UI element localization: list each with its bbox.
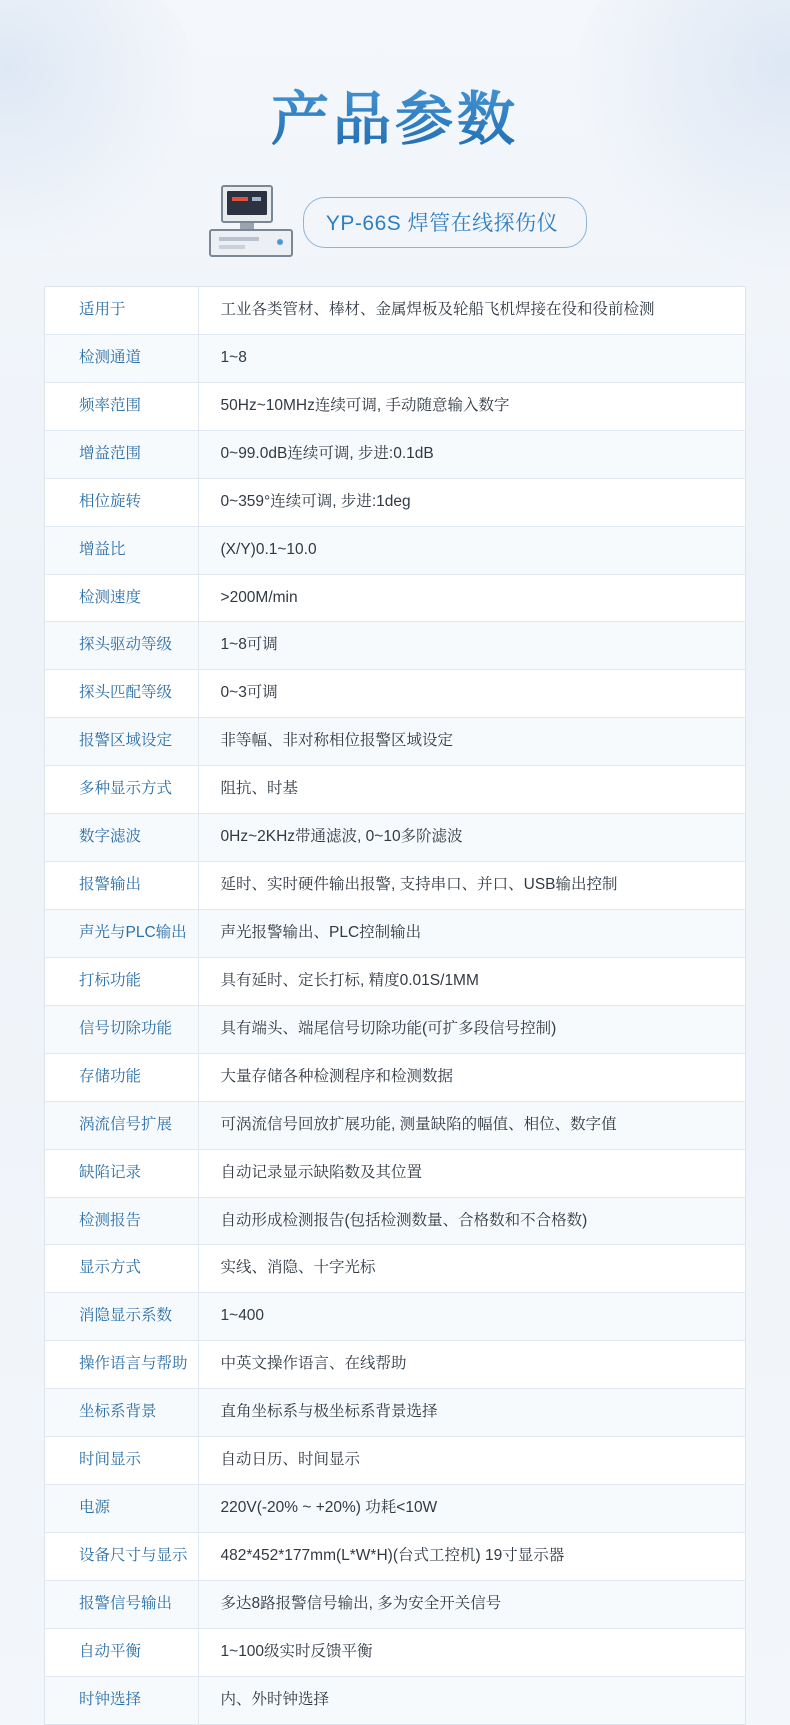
table-row [45, 1580, 746, 1628]
spec-key: 时钟选择 [45, 1676, 199, 1724]
spec-key: 增益比 [45, 526, 199, 574]
spec-key: 时间显示 [45, 1437, 199, 1485]
spec-key: 操作语言与帮助 [45, 1341, 199, 1389]
spec-value: 实线、消隐、十字光标 [220, 1259, 376, 1277]
title-section [0, 0, 790, 156]
spec-key: 探头驱动等级 [45, 622, 199, 670]
model-section [0, 182, 790, 262]
table-row [45, 862, 746, 910]
spec-value: 220V(-20% ~ +20%) 功耗<10W [220, 1499, 438, 1517]
spec-value: (X/Y)0.1~10.0 [220, 540, 317, 558]
table-row [45, 574, 746, 622]
chassis-slot-2 [219, 245, 245, 249]
table-row [45, 334, 746, 382]
spec-value: 可涡流信号回放扩展功能, 测量缺陷的幅值、相位、数字值 [220, 1115, 617, 1133]
spec-value: 中英文操作语言、在线帮助 [220, 1355, 407, 1373]
table-row [45, 1437, 746, 1485]
table-row [45, 909, 746, 957]
spec-value: 内、外时钟选择 [220, 1690, 330, 1708]
monitor-icon [221, 185, 273, 223]
spec-key: 消隐显示系数 [45, 1293, 199, 1341]
spec-key: 适用于 [45, 287, 199, 335]
model-name-badge: YP-66S 焊管在线探伤仪 [303, 197, 587, 248]
monitor-screen [227, 191, 267, 215]
spec-key: 数字滤波 [45, 814, 199, 862]
spec-key: 检测通道 [45, 334, 199, 382]
spec-key: 打标功能 [45, 957, 199, 1005]
spec-value: 具有端头、端尾信号切除功能(可扩多段信号控制) [220, 1019, 557, 1037]
spec-table-body [45, 287, 746, 1725]
table-row [45, 670, 746, 718]
spec-value: 多达8路报警信号输出, 多为安全开关信号 [220, 1594, 502, 1612]
table-row [45, 1293, 746, 1341]
spec-value: 非等幅、非对称相位报警区域设定 [220, 732, 454, 750]
spec-key: 报警信号输出 [45, 1580, 199, 1628]
spec-value: 自动形成检测报告(包括检测数量、合格数和不合格数) [220, 1211, 588, 1229]
table-row [45, 1341, 746, 1389]
table-row [45, 1101, 746, 1149]
table-row [45, 814, 746, 862]
table-row [45, 1485, 746, 1533]
spec-value: 具有延时、定长打标, 精度0.01S/1MM [220, 971, 479, 989]
spec-value: 自动日历、时间显示 [220, 1451, 361, 1469]
spec-value: 直角坐标系与极坐标系背景选择 [220, 1403, 438, 1421]
table-row [45, 1532, 746, 1580]
chassis-icon [209, 229, 293, 257]
spec-key: 坐标系背景 [45, 1389, 199, 1437]
spec-key: 信号切除功能 [45, 1005, 199, 1053]
spec-value: 延时、实时硬件输出报警, 支持串口、并口、USB输出控制 [220, 876, 618, 894]
screen-waveform-red [232, 197, 248, 201]
spec-value: 1~8可调 [220, 636, 278, 654]
spec-value: 0Hz~2KHz带通滤波, 0~10多阶滤波 [220, 828, 463, 846]
spec-key: 自动平衡 [45, 1628, 199, 1676]
spec-value: 0~3可调 [220, 684, 278, 702]
spec-key: 缺陷记录 [45, 1149, 199, 1197]
screen-waveform-blue [252, 197, 261, 201]
spec-key: 显示方式 [45, 1245, 199, 1293]
table-row [45, 478, 746, 526]
spec-value: >200M/min [220, 588, 298, 606]
industrial-computer-icon [203, 185, 299, 259]
spec-key: 探头匹配等级 [45, 670, 199, 718]
chassis-slot-1 [219, 237, 259, 241]
table-row [45, 1628, 746, 1676]
table-row [45, 526, 746, 574]
spec-value: 1~400 [220, 1307, 265, 1325]
spec-key: 存储功能 [45, 1053, 199, 1101]
table-row [45, 382, 746, 430]
spec-value: 工业各类管材、棒材、金属焊板及轮船飞机焊接在役和役前检测 [220, 301, 655, 318]
table-row [45, 1676, 746, 1724]
spec-key: 设备尺寸与显示 [45, 1532, 199, 1580]
table-row [45, 1389, 746, 1437]
spec-value: 声光报警输出、PLC控制输出 [220, 923, 422, 941]
table-row [45, 957, 746, 1005]
page-title: 产品参数 [271, 72, 519, 156]
spec-key: 多种显示方式 [45, 766, 199, 814]
chassis-led [277, 239, 283, 245]
spec-key: 声光与PLC输出 [45, 909, 199, 957]
spec-key: 增益范围 [45, 430, 199, 478]
spec-key: 检测报告 [45, 1197, 199, 1245]
spec-value: 1~100级实时反馈平衡 [220, 1642, 373, 1660]
table-row [45, 287, 746, 335]
spec-value: 阻抗、时基 [220, 780, 299, 798]
table-row [45, 1245, 746, 1293]
spec-value: 1~8 [220, 348, 247, 366]
table-row [45, 1197, 746, 1245]
spec-value: 0~359°连续可调, 步进:1deg [220, 492, 411, 510]
spec-key: 报警输出 [45, 862, 199, 910]
table-row [45, 430, 746, 478]
spec-value: 大量存储各种检测程序和检测数据 [220, 1067, 454, 1085]
spec-key: 频率范围 [45, 382, 199, 430]
spec-key: 电源 [45, 1485, 199, 1533]
table-row [45, 1149, 746, 1197]
spec-value: 482*452*177mm(L*W*H)(台式工控机) 19寸显示器 [220, 1546, 565, 1564]
spec-value: 自动记录显示缺陷数及其位置 [220, 1163, 423, 1181]
spec-key: 报警区域设定 [45, 718, 199, 766]
table-row [45, 766, 746, 814]
spec-key: 检测速度 [45, 574, 199, 622]
table-row [45, 1053, 746, 1101]
spec-key: 涡流信号扩展 [45, 1101, 199, 1149]
spec-key: 相位旋转 [45, 478, 199, 526]
specification-table [44, 286, 746, 1725]
spec-value: 0~99.0dB连续可调, 步进:0.1dB [220, 444, 434, 462]
table-row [45, 1005, 746, 1053]
table-row [45, 622, 746, 670]
spec-value: 50Hz~10MHz连续可调, 手动随意输入数字 [220, 396, 510, 414]
table-row [45, 718, 746, 766]
